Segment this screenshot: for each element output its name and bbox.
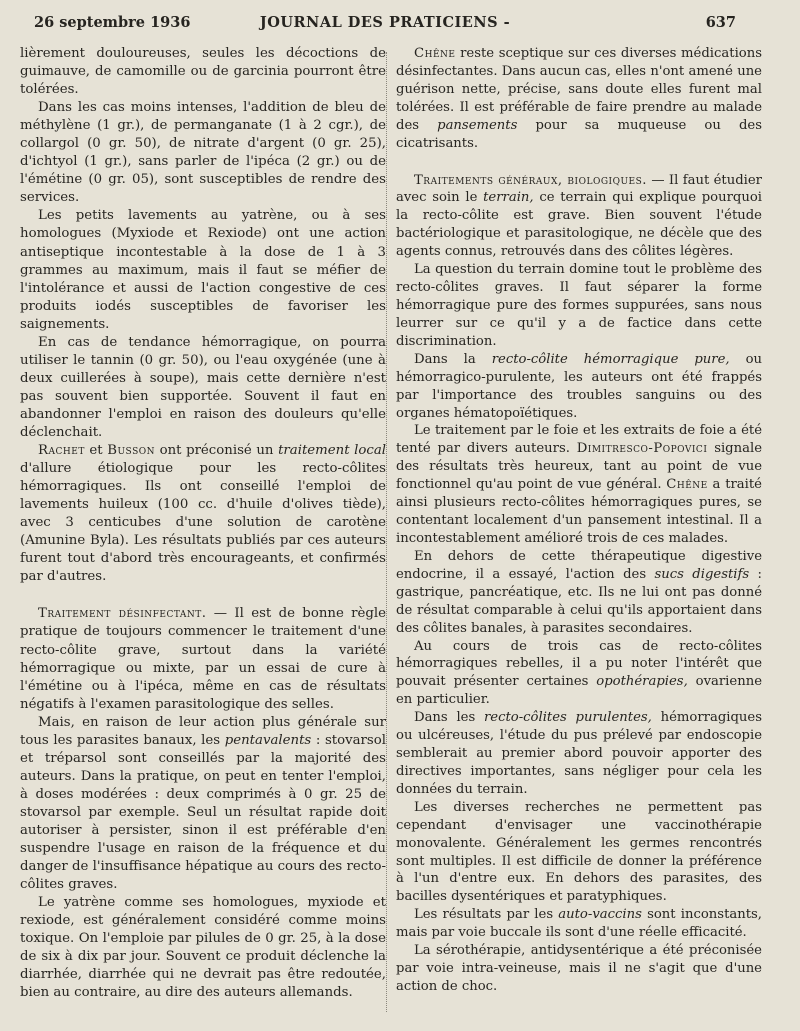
author-name: Busson [107,443,155,459]
text-run: et [84,443,108,459]
author-name: Dimitresco-Popovici [576,441,708,457]
author-name: Chêne [666,477,708,493]
text-run: ou hémorragico-purulente, les auteurs ont été frappés par l'importance des troubles sanguins ou des organes hématopoïétiques. [396,351,762,421]
section-paragraph [20,605,386,713]
paragraph: La question du terrain domine tout le problème des recto-côlites graves. Il faut séparer la forme hémorragique pure des formes suppurées, sans nous leurrer sur ce qu'il y a de factice dans cette discrimination. [396,262,762,349]
emphasis: pentavalents [224,732,312,748]
text-run: — Il faut étudier avec soin le [396,172,762,206]
text-run: Dans les [414,710,484,726]
journal-title: JOURNAL DES PRATICIENS - [259,14,511,31]
emphasis: recto-côlites purulentes, [483,710,652,726]
right-column [396,45,762,1020]
paragraph [396,548,762,638]
emphasis: auto-vaccins [558,907,642,923]
text-run: ce terrain qui explique pourquoi la recto-côlite est grave. Bien souvent l'étude bactériologique et parasitologique, ne décèle que des agents connus, retrouvés dans des côlites légères. [396,190,762,260]
paragraph [20,442,386,586]
left-column [20,45,386,1020]
section-paragraph [396,172,762,262]
text-run: Le traitement par le foie et les extraits de foie a été tenté par divers auteurs. [396,423,762,457]
text-run: Les résultats par les [414,907,559,923]
paragraph: lièrement douloureuses, seules les décoctions de guimauve, de camomille ou de garcinia pourront être tolérées. [20,46,386,98]
issue-date: 26 septembre 1936 [34,14,191,31]
emphasis: traitement local [278,443,386,459]
text-run: d'allure étiologique pour les recto-côlites hémorragiques. Ils ont conseillé l'emploi de lavements huileux (100 cc. d'huile d'olives tiède), avec 3 centicubes d'une solution de carotène (Amunine Byla). Les résultats publiés par ces auteurs furent tout d'abord très encourageants, et confirmés par d'autres. [20,461,386,585]
text-run: sont inconstants, mais par voie buccale ils sont d'une réelle efficacité. [396,907,762,941]
paragraph: Dans les cas moins intenses, l'addition de bleu de méthylène (1 gr.), de permanganate (1 à 2 cgr.), de collargol (0 gr. 50), de nitrate d'argent (0 gr. 25), d'ichtyol (1 gr.), sans parler de l'ipéca (2 gr.) ou de l'émétine (0 gr. 05), sont susceptibles de rendre des services. [20,100,386,206]
text-run: : stovarsol et tréparsol sont conseillés par la majorité des auteurs. Dans la pratique, on peut en tenter l'emploi, à doses modérées : deux comprimés à 0 gr. 25 de stovarsol par exemple. Seul un résultat rapide doit autoriser à persister, sinon il est préférable d'en suspendre l'usage en raison de la fréquence et du danger de l'insuffisance hépatique au cours des recto-côlites graves. [20,732,386,893]
paragraph: En cas de tendance hémorragique, on pourra utiliser le tannin (0 gr. 50), ou l'eau oxygénée (une à deux cuillerées à soupe), mais cette dernière n'est pas souvent bien supportée. Souvent il faut en abandonner l'emploi en raison des douleurs qu'elle déclenchait. [20,334,386,440]
emphasis: terrain, [483,190,534,206]
paragraph: Les petits lavements au yatrène, ou à ses homologues (Myxiode et Rexiode) ont une action antiseptique incontestable à la dose de 1 à 3 grammes au maximum, mais il faut se méfier de l'intolérance et aussi de l'action congestive de ces produits iodés susceptibles de favoriser les saignements. [20,208,386,332]
column-divider [386,52,387,1012]
paragraph [20,714,386,894]
paragraph [396,422,762,547]
text-run: En dehors de cette thérapeutique digestive endocrine, il a essayé, l'action des [396,548,762,582]
text-run: Mais, en raison de leur action plus générale sur tous les parasites banaux, les [20,714,386,748]
emphasis: sucs digestifs [654,566,750,582]
paragraph [396,709,762,799]
text-run: ovarienne en particulier. [396,674,762,708]
author-name: Chêne [414,46,456,61]
emphasis: pansements [437,117,518,133]
paragraph [396,906,762,942]
text-run: — Il est de bonne règle pratique de toujours commencer le traitement d'une recto-côlite grave, surtout dans la variété hémorragique ou mixte, par un essai de cure à l'émétine ou à l'ipéca, même en cas de résultats négatifs à l'examen parasitologique des selles. [20,606,386,712]
text-run: Au cours de trois cas de recto-côlites hémorragiques rebelles, il a pu noter l'intérêt que pouvait présenter certaines [396,638,762,690]
paragraph [396,638,762,710]
emphasis: opothérapies, [596,674,688,690]
paragraph: Le yatrène comme ses homologues, myxiode et rexiode, est généralement considéré comme moins toxique. On l'emploie par pilules de 0 gr. 25, à la dose de six à dix par jour. Souvent ce produit déclenche la diarrhée, diarrhée qui ne devrait pas être redoutée, bien au contraire, au dire des auteurs allemands. [20,895,386,1001]
text-run: reste sceptique sur ces diverses médications désinfectantes. Dans aucun cas, elles n'ont amené une guérison nette, précise, sans doute elles furent mal tolérées. Il est préférable de faire prendre au malade des [396,46,762,133]
text-run: : gastrique, pancréatique, etc. Ils ne lui ont pas donné de résultat comparable à celui qu'ils apportaient dans des côlites banales, à parasites secondaires. [396,566,762,636]
paragraph: La sérothérapie, antidysentérique a été préconisée par voie intra-veineuse, mais il ne s'agit que d'une action de choc. [396,943,762,995]
text-run: Dans la [414,351,492,367]
paragraph: Les diverses recherches ne permettent pas cependant d'envisager une vaccinothérapie monovalente. Généralement les germes rencontrés sont multiples. Il est difficile de donner la préférence à l'un d'entre eux. En dehors des parasites, des bacilles dysentériques et paratyphiques. [396,799,762,905]
emphasis: recto-côlite hémorragique pure, [491,351,730,367]
running-header [34,14,736,38]
text-run: hémorragiques ou ulcéreuses, l'étude du pus prélevé par endoscopie semblerait au premier abord pouvoir apporter des directives importantes, sans négliger pour cela les données du terrain. [396,710,762,797]
text-run: signale des résultats très heureux, tant au point de vue fonctionnel qu'au point de vue général. [396,441,762,493]
section-heading: Traitement désinfectant. [38,606,207,622]
text-run: ont préconisé un [155,443,279,459]
paragraph [396,45,762,153]
author-name: Rachet [38,443,85,459]
paragraph [396,351,762,423]
section-heading: Traitements généraux, biologiques. [414,172,647,188]
page-number: 637 [705,14,736,31]
text-run: a traité ainsi plusieurs recto-côlites hémorragiques pures, se contentant localement d'un pansement intestinal. Il a incontestablement amélioré trois de ces malades. [396,477,762,546]
text-run: pour sa muqueuse ou des cicatrisants. [396,117,762,151]
